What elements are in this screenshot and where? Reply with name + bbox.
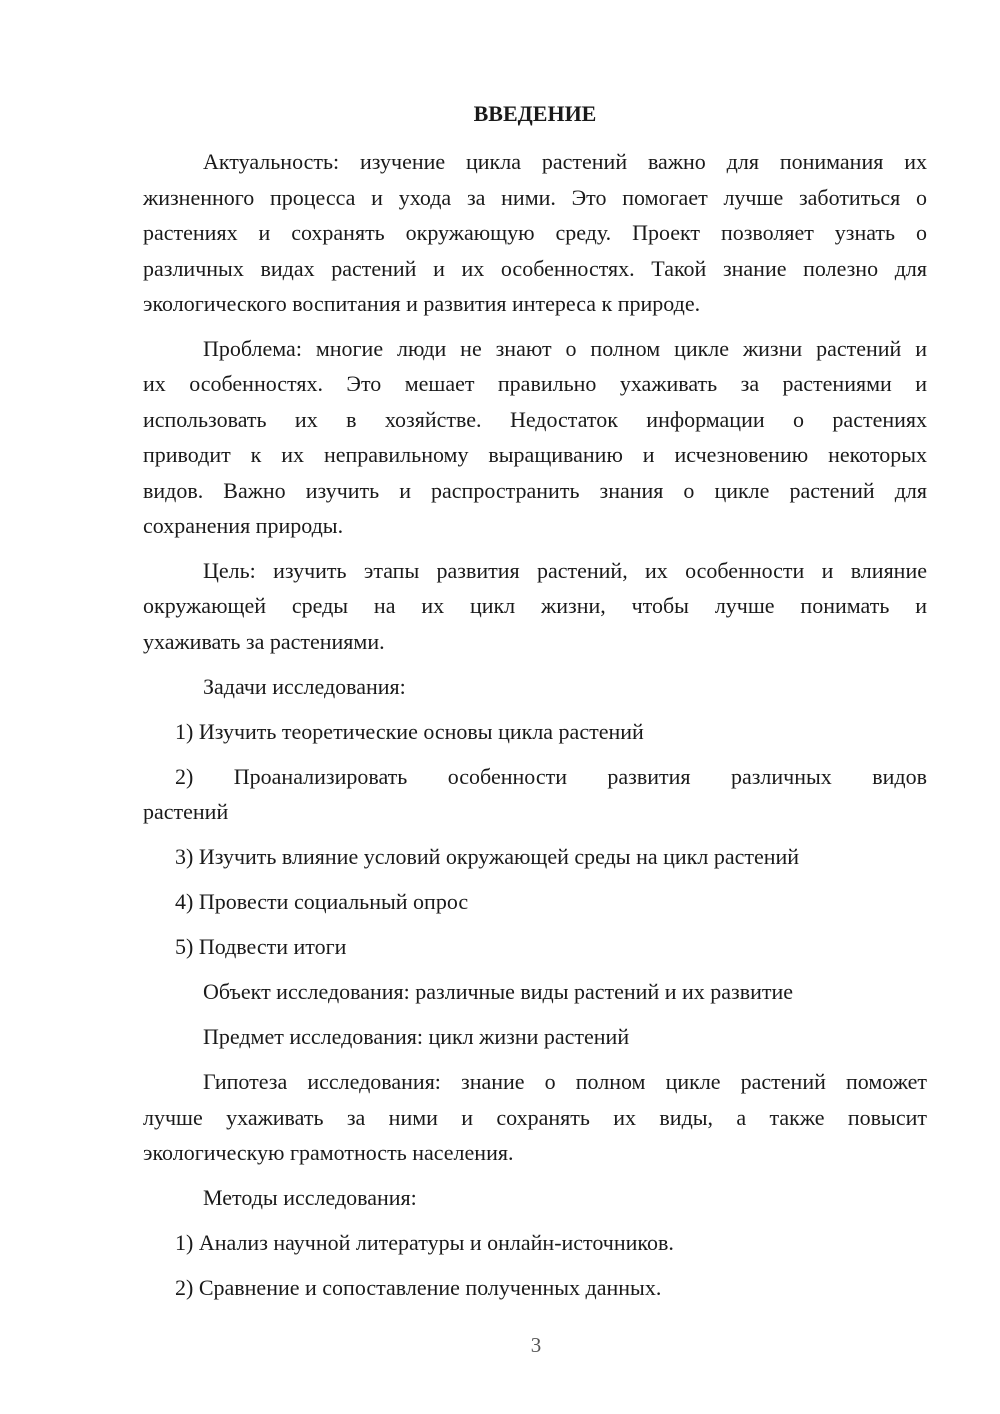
text-line: лучше ухаживать за ними и сохранять их виды, а также повысит — [143, 1104, 927, 1130]
method-item: 1) Анализ научной литературы и онлайн-источников. — [175, 1230, 674, 1256]
task-item: 3) Изучить влияние условий окружающей среды на цикл растений — [175, 844, 800, 870]
text-line: различных видах растений и их особенностях. Такой знание полезно для — [143, 255, 927, 281]
problem-paragraph — [143, 331, 927, 543]
task-item: 1) Изучить теоретические основы цикла растений — [175, 718, 644, 744]
research-object: Объект исследования: различные виды растений и их развитие — [203, 979, 794, 1005]
tasks-heading: Задачи исследования: — [203, 673, 406, 699]
section-title: ВВЕДЕНИЕ — [473, 101, 597, 126]
research-subject: Предмет исследования: цикл жизни растений — [203, 1024, 630, 1050]
task-item: 5) Подвести итоги — [175, 934, 347, 960]
task-item: 4) Провести социальный опрос — [175, 889, 469, 915]
document-page — [143, 96, 927, 1315]
task-item — [143, 759, 927, 830]
text-line: Проблема: многие люди не знают о полном цикле жизни растений и — [203, 336, 927, 362]
text-line: растений — [143, 799, 229, 825]
text-line: их особенностях. Это мешает правильно ухаживать за растениями и — [143, 371, 927, 397]
text-line: 2) Проанализировать особенности развития различных видов — [175, 763, 927, 789]
method-item: 2) Сравнение и сопоставление полученных данных. — [175, 1275, 662, 1301]
text-line: Актуальность: изучение цикла растений важно для понимания их — [203, 149, 927, 175]
text-line: растениях и сохранять окружающую среду. Проект позволяет узнать о — [143, 220, 927, 246]
text-line: сохранения природы. — [143, 513, 344, 539]
text-line: Гипотеза исследования: знание о полном цикле растений поможет — [203, 1069, 927, 1095]
text-line: приводит к их неправильному выращиванию и исчезновению некоторых — [143, 442, 927, 468]
goal-paragraph — [143, 553, 927, 659]
text-line: экологическую грамотность населения. — [143, 1140, 514, 1166]
text-line: ухаживать за растениями. — [143, 628, 385, 654]
text-line: Цель: изучить этапы развития растений, их особенности и влияние — [203, 558, 927, 584]
text-line: видов. Важно изучить и распространить знания о цикле растений для — [143, 477, 927, 503]
relevance-paragraph — [143, 144, 927, 321]
text-line: жизненного процесса и ухода за ними. Это помогает лучше заботиться о — [143, 184, 927, 210]
text-line: экологического воспитания и развития интереса к природе. — [143, 291, 701, 317]
text-line: использовать их в хозяйстве. Недостаток информации о растениях — [143, 406, 927, 432]
hypothesis-paragraph — [143, 1064, 927, 1170]
methods-heading: Методы исследования: — [203, 1185, 417, 1211]
text-line: окружающей среды на их цикл жизни, чтобы лучше понимать и — [143, 593, 927, 619]
page-number: 3 — [530, 1333, 542, 1357]
